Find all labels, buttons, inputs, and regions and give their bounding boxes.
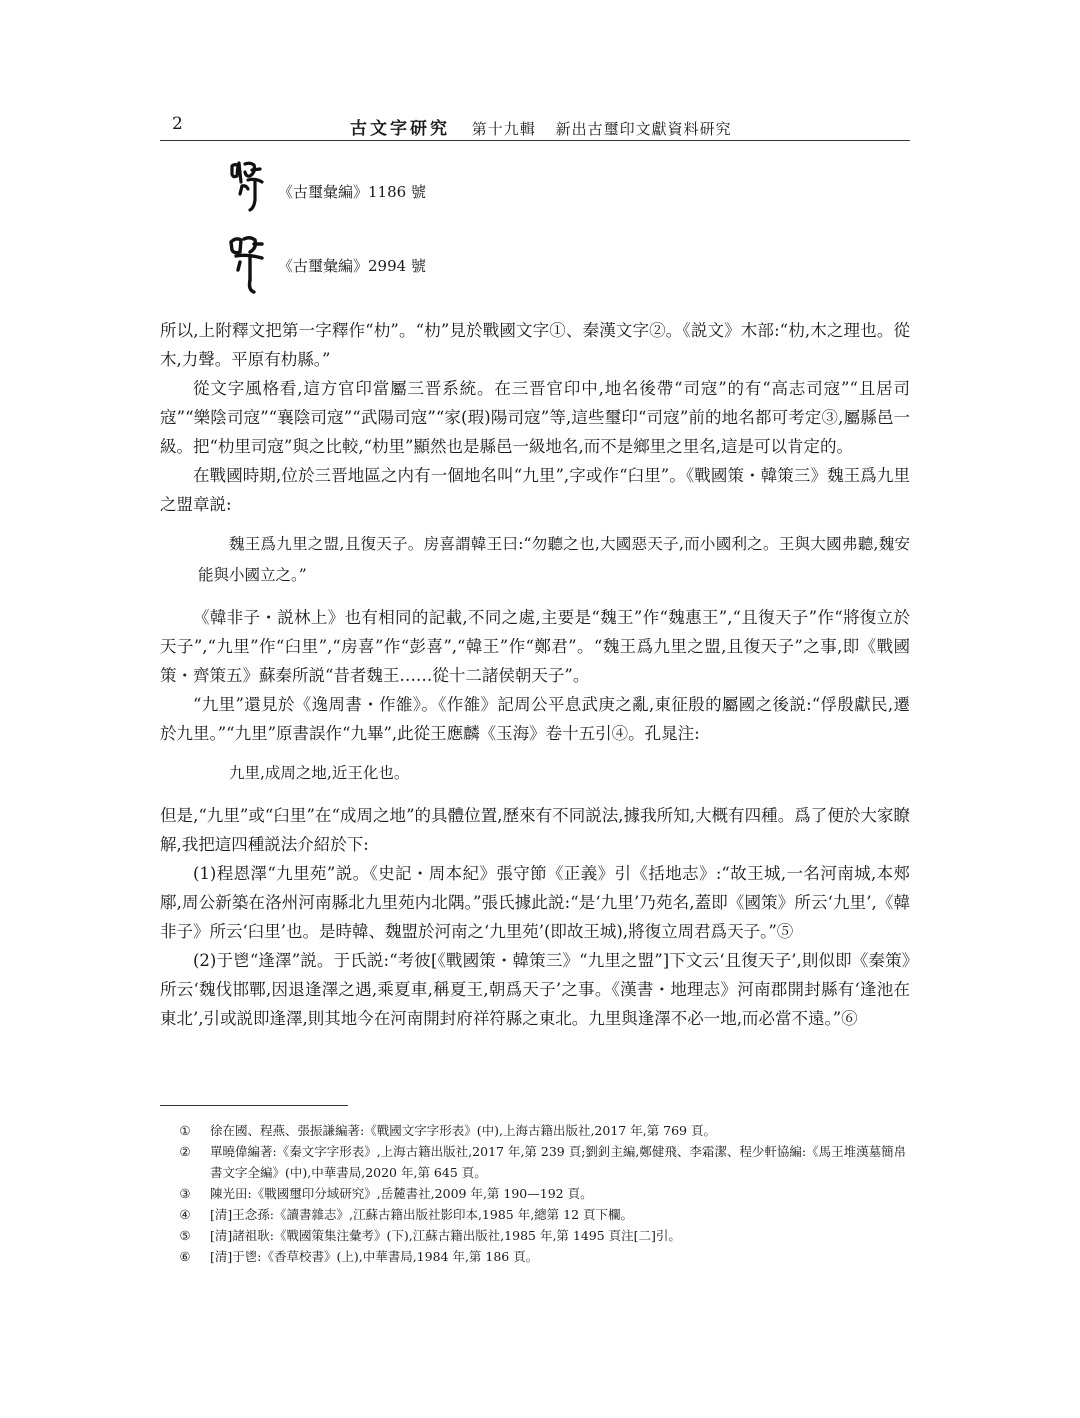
footnote-text: 陳光田:《戰國璽印分域研究》,岳麓書社,2009 年,第 190—192 頁。	[210, 1186, 593, 1201]
footnotes	[160, 1120, 910, 1267]
footnote	[160, 1246, 910, 1267]
seal-glyph-icon	[228, 160, 268, 222]
seal-caption: 《古璽彙編》1186 號	[278, 182, 426, 201]
footnote	[160, 1225, 910, 1246]
footnote-number: ⑤	[179, 1228, 191, 1243]
footnote-number: ④	[179, 1207, 191, 1222]
footnote	[160, 1183, 910, 1204]
paragraph: (1)程恩澤“九里苑”説。《史記・周本紀》張守節《正義》引《括地志》:“故王城,一名河南城,本郟鄏,周公新築在洛州河南縣北九里苑内北隅。”張氏據此説:“是‘九里’乃苑名,蓋即《國策》所云‘九里’,《韓非子》所云‘臼里’也。是時韓、魏盟於河南之‘九里苑’(即故王城),將復立周君爲天子。”⑤	[160, 864, 910, 941]
paragraph: 所以,上附釋文把第一字釋作“朸”。“朸”見於戰國文字①、秦漢文字②。《説文》木部:“朸,木之理也。從木,力聲。平原有朸縣。”	[160, 321, 910, 369]
page-number: 2	[172, 114, 183, 134]
paragraph: (2)于鬯“逢澤”説。于氏説:“考彼[《戰國策・韓策三》“九里之盟”]下文云‘且復天子’,則似即《秦策》所云‘魏伐邯鄲,因退逢澤之遇,乘夏車,稱夏王,朝爲天子’之事。《漢書・地理志》河南郡開封縣有‘逢池在東北’,引或説即逢澤,則其地今在河南開封府祥符縣之東北。九里與逢澤不必一地,而必當不遠。”⑥	[160, 951, 910, 1028]
paragraph: 在戰國時期,位於三晋地區之内有一個地名叫“九里”,字或作“臼里”。《戰國策・韓策三》魏王爲九里之盟章説:	[160, 466, 910, 514]
footnote-number: ②	[179, 1144, 191, 1159]
journal-name: 古文字研究	[350, 119, 450, 139]
footnote-divider	[160, 1105, 348, 1106]
seal-figure-1	[228, 160, 426, 222]
paragraph: 但是,“九里”或“臼里”在“成周之地”的具體位置,歷來有不同説法,據我所知,大概有四種。爲了便於大家瞭解,我把這四種説法介紹於下:	[160, 806, 910, 854]
seal-glyph-icon	[228, 234, 268, 296]
footnote-number: ①	[179, 1123, 191, 1138]
header-divider	[160, 140, 910, 141]
running-title	[350, 114, 732, 139]
footnote-text: [清]于鬯:《香草校書》(上),中華書局,1984 年,第 186 頁。	[210, 1249, 539, 1264]
footnote-text: [清]諸祖耿:《戰國策集注彙考》(下),江蘇古籍出版社,1985 年,第 1495 頁注[二]引。	[210, 1228, 681, 1243]
block-quote: 魏王爲九里之盟,且復天子。房喜謂韓王曰:“勿聽之也,大國惡天子,而小國利之。王與大國弗聽,魏安能與小國立之。”	[198, 535, 910, 584]
footnote	[160, 1120, 910, 1141]
footnote-text: [清]王念孫:《讀書雜志》,江蘇古籍出版社影印本,1985 年,總第 12 頁下欄。	[210, 1207, 634, 1222]
series-title: 新出古璽印文獻資料研究	[555, 120, 732, 138]
footnote	[160, 1204, 910, 1225]
main-text	[160, 316, 910, 1033]
seal-figure-2	[228, 234, 426, 296]
footnote-text: 徐在國、程燕、張振謙編著:《戰國文字字形表》(中),上海古籍出版社,2017 年,第 769 頁。	[210, 1123, 716, 1138]
paragraph: “九里”還見於《逸周書・作雒》。《作雒》記周公平息武庚之亂,東征殷的屬國之後説:“俘殷獻民,遷於九里。”“九里”原書誤作“九畢”,此從王應麟《玉海》卷十五引④。孔晁注:	[160, 695, 910, 743]
paragraph: 《韓非子・説林上》也有相同的記載,不同之處,主要是“魏王”作“魏惠王”,“且復天子”作“將復立於天子”,“九里”作“臼里”,“房喜”作“彭喜”,“韓王”作“鄭君”。“魏王爲九里之盟,且復天子”之事,即《戰國策・齊策五》蘇秦所説“昔者魏王……從十二諸侯朝天子”。	[160, 608, 910, 685]
footnote	[160, 1141, 910, 1183]
footnote-text: 單曉偉編著:《秦文字字形表》,上海古籍出版社,2017 年,第 239 頁;劉釗主編,鄭健飛、李霜潔、程少軒協編:《馬王堆漢墓簡帛書文字全編》(中),中華書局,2020 年,第 645 頁。	[210, 1144, 907, 1180]
issue-label: 第十九輯	[471, 120, 536, 138]
footnote-number: ⑥	[179, 1249, 191, 1264]
running-header	[160, 114, 910, 142]
seal-caption: 《古璽彙編》2994 號	[278, 256, 426, 275]
footnote-number: ③	[179, 1186, 191, 1201]
paragraph: 從文字風格看,這方官印當屬三晋系統。在三晋官印中,地名後帶“司寇”的有“高志司寇”“且居司寇”“樂陰司寇”“襄陰司寇”“武陽司寇”“家(瑕)陽司寇”等,這些璽印“司寇”前的地名都可考定③,屬縣邑一級。把“朸里司寇”與之比較,“朸里”顯然也是縣邑一級地名,而不是鄉里之里名,這是可以肯定的。	[160, 379, 910, 456]
block-quote: 九里,成周之地,近王化也。	[229, 764, 410, 782]
